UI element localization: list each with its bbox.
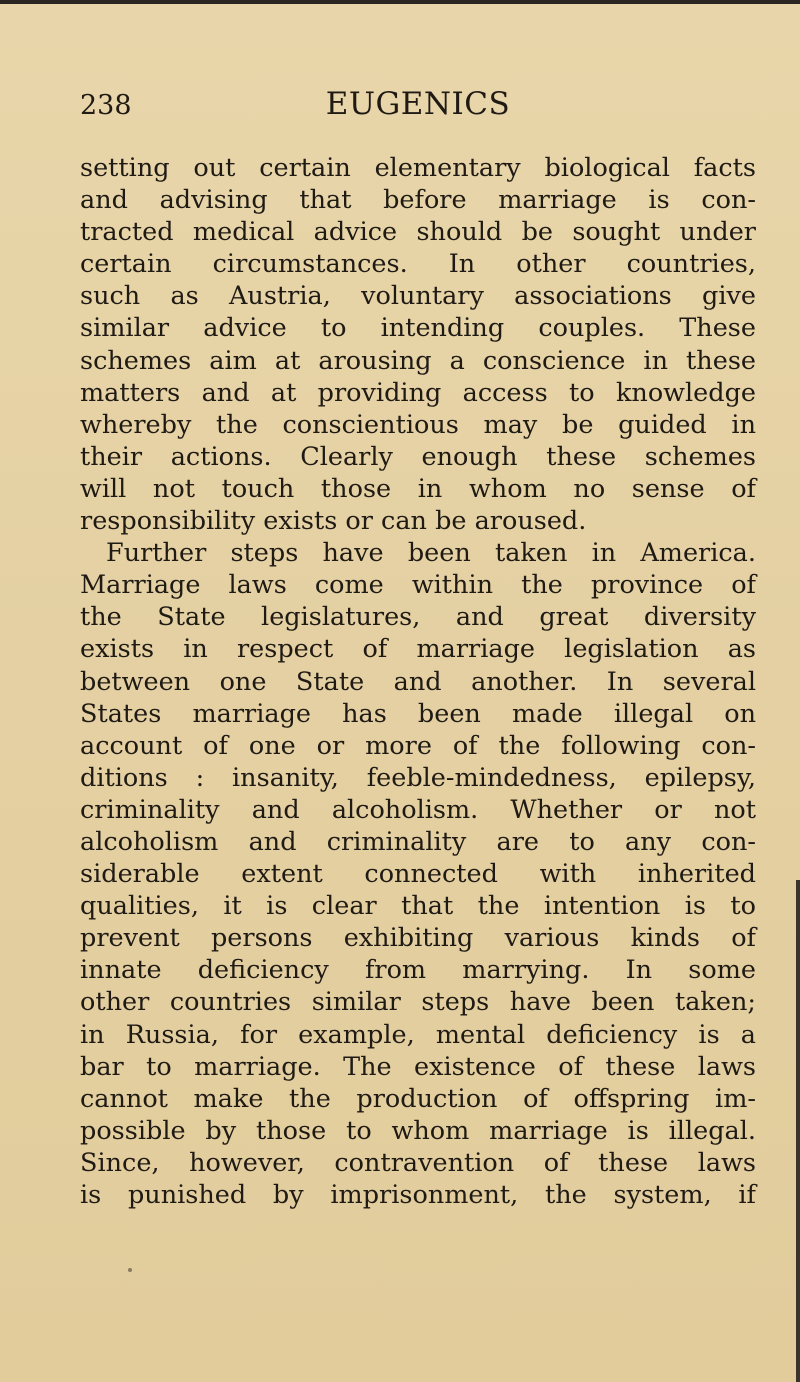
running-head [80, 86, 756, 126]
text-line: qualities, it is clear that the intention is to [80, 891, 756, 922]
body-text [80, 152, 756, 1211]
text-line: ditions : insanity, feeble-mindedness, epilepsy, [80, 762, 756, 793]
text-line: exists in respect of marriage legislation as [80, 634, 756, 665]
text-line: account of one or more of the following con- [80, 730, 756, 761]
text-line: possible by those to whom marriage is illegal. [80, 1115, 756, 1146]
text-line: their actions. Clearly enough these schemes [80, 441, 756, 472]
text-line: innate deficiency from marrying. In some [80, 955, 756, 986]
text-line: bar to marriage. The existence of these laws [80, 1051, 756, 1082]
text-line: matters and at providing access to knowledge [80, 377, 756, 408]
text-line: and advising that before marriage is con- [80, 185, 756, 216]
text-line: is punished by imprisonment, the system, if [80, 1180, 756, 1210]
text-line: setting out certain elementary biological facts [80, 153, 756, 183]
text-line: alcoholism and criminality are to any con- [80, 826, 756, 857]
text-line: Since, however, contravention of these laws [80, 1147, 756, 1178]
text-line: prevent persons exhibiting various kinds of [80, 923, 756, 954]
text-line: certain circumstances. In other countries, [80, 249, 756, 280]
text-line: similar advice to intending couples. These [80, 313, 756, 344]
text-line: the State legislatures, and great diversity [80, 602, 756, 633]
text-line: siderable extent connected with inherited [80, 859, 756, 890]
text-line: such as Austria, voluntary associations give [80, 281, 756, 312]
running-title: EUGENICS [325, 86, 511, 122]
text-line: cannot make the production of offspring im- [80, 1083, 756, 1114]
text-line: responsibility exists or can be aroused. [80, 506, 587, 537]
page-number: 238 [80, 90, 132, 121]
page-right-edge [796, 880, 800, 1382]
text-line: States marriage has been made illegal on [80, 698, 756, 729]
text-line: will not touch those in whom no sense of [80, 473, 756, 504]
text-line: Further steps have been taken in America. [106, 538, 756, 569]
text-line: whereby the conscientious may be guided in [80, 409, 756, 440]
text-line: Marriage laws come within the province of [80, 570, 756, 601]
text-line: other countries similar steps have been taken; [80, 987, 756, 1018]
text-line: between one State and another. In several [80, 666, 756, 697]
page-top-edge [0, 0, 800, 4]
text-line: in Russia, for example, mental deficiency is a [80, 1019, 756, 1050]
paper-speck [128, 1268, 132, 1272]
text-line: schemes aim at arousing a conscience in these [80, 345, 756, 376]
text-line: tracted medical advice should be sought under [80, 217, 756, 248]
text-line: criminality and alcoholism. Whether or not [80, 794, 756, 825]
